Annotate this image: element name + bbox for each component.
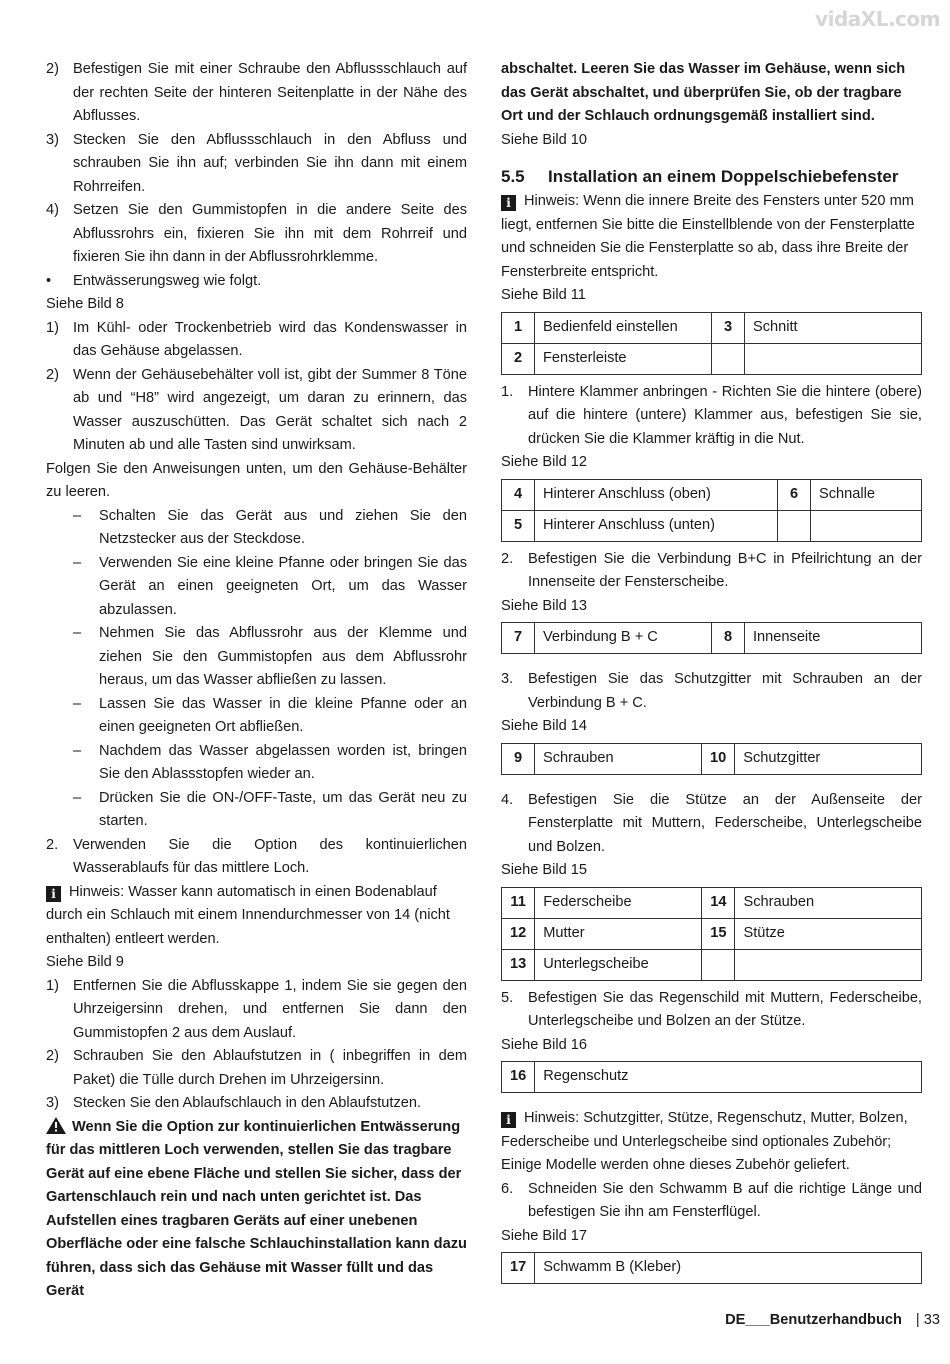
dash-item: – Schalten Sie das Gerät aus und ziehen Sie den Netzstecker aus der Steckdose. <box>73 507 467 547</box>
list-item: 1) Im Kühl- oder Trockenbetrieb wird das Kondenswasser in das Gehäuse abgelassen. <box>46 319 467 359</box>
list-item: 3) Stecken Sie den Ablaufschlauch in den Ablaufstutzen. <box>46 1095 422 1111</box>
info-icon: i <box>501 1112 516 1128</box>
figure-reference: Siehe Bild 8 <box>46 296 124 312</box>
step-item: 5. Befestigen Sie das Regenschild mit Muttern, Federscheibe, Unterlegscheibe und Bolzen an der Stütze. <box>501 989 922 1029</box>
note: i Hinweis: Wenn die innere Breite des Fensters unter 520 mm liegt, entfernen Sie bitte die Einstellblende von der Fensterplatte und schneiden Sie die Fensterplatte so ab, dass ihre Breite der Fensterbreite entspricht. <box>501 193 915 280</box>
figure-reference: Siehe Bild 12 <box>501 454 588 470</box>
list-item: 2) Wenn der Gehäusebehälter voll ist, gibt der Summer 8 Töne ab und “H8” wird angezeigt, um daran zu erinnern, das Wasser auszuschütten. Das Gerät schaltet sich nach 2 Minuten ab und alle Tasten sind unwirksam. <box>46 366 467 453</box>
table-row: 2 Fensterleiste <box>502 343 922 374</box>
note: i Hinweis: Wasser kann automatisch in einen Bodenablauf durch ein Schlauch mit einem Innendurchmesser von 14 (nicht enthalten) entleert werden. <box>46 883 450 947</box>
table-row: 4 Hinterer Anschluss (oben) 6 Schnalle <box>502 479 922 510</box>
list-item: 2. Verwenden Sie die Option des kontinuierlichen Wasserablaufs für das mittlere Loch. <box>46 836 467 876</box>
table-row: 7 Verbindung B + C 8 Innenseite <box>502 623 922 654</box>
list-item: 2) Befestigen Sie mit einer Schraube den Abflussschlauch auf der rechten Seite der hinteren Seitenplatte in der Nähe des Abflusses. <box>46 61 467 124</box>
step-item: 2. Befestigen Sie die Verbindung B+C in Pfeilrichtung an der Innenseite der Fensterscheibe. <box>501 550 922 590</box>
warning-continued: abschaltet. Leeren Sie das Wasser im Gehäuse, wenn sich das Gerät abschaltet, und überprüfen Sie, ob der tragbare Ort und der Schlauch ordnungsgemäß installiert sind. <box>501 61 906 124</box>
right-column <box>501 58 922 1290</box>
table-row: 16 Regenschutz <box>502 1062 922 1093</box>
step-item: 3. Befestigen Sie das Schutzgitter mit Schrauben an der Verbindung B + C. <box>501 671 922 711</box>
footer-separator: | <box>915 1312 920 1328</box>
table-row: 17 Schwamm B (Kleber) <box>502 1253 922 1284</box>
note: i Hinweis: Schutzgitter, Stütze, Regenschutz, Mutter, Bolzen, Federscheibe und Unterlegscheibe sind optionales Zubehör; Einige Modelle werden ohne dieses Zubehör geliefert. <box>501 1110 908 1173</box>
figure-reference: Siehe Bild 16 <box>501 1036 588 1053</box>
step-item: 1. Hintere Klammer anbringen - Richten Sie die hintere (obere) auf die hintere (untere) Klammer aus, befestigen Sie sie, drücken Sie die Klammer kräftig in die Nut. <box>501 383 922 447</box>
footer-label: DE___Benutzerhandbuch <box>725 1312 902 1328</box>
brand-logo: vidaXL.com <box>815 7 940 31</box>
warning: Wenn Sie die Option zur kontinuierlichen Entwässerung für das mittleren Loch verwenden, stellen Sie das tragbare Gerät auf eine ebene Fläche und stellen Sie sicher, dass der Gartenschlauch rein und nach unten gerichtet ist. Das Aufstellen eines tragbaren Geräts auf einer unebenen Oberfläche oder eine falsche Schlauchinstallation kann dazu führen, dass sich das Gehäuse mit Wasser füllt und das Gerät <box>46 1118 467 1299</box>
info-icon: i <box>501 195 516 211</box>
table-row: 11 Federscheibe 14 Schrauben <box>502 887 922 918</box>
table-row: 1 Bedienfeld einstellen 3 Schnitt <box>502 312 922 343</box>
list-item: 1) Entfernen Sie die Abflusskappe 1, indem Sie sie gegen den Uhrzeigersinn drehen, und entfernen Sie dann den Gummistopfen 2 aus dem Auslauf. <box>46 977 467 1041</box>
warning-icon <box>46 1117 66 1134</box>
parts-table <box>501 1061 922 1093</box>
dash-item: – Nehmen Sie das Abflussrohr aus der Klemme und ziehen Sie den Gummistopfen aus dem Abflussrohr heraus, um das Wasser abfließen zu lassen. <box>73 625 467 688</box>
figure-reference: Siehe Bild 11 <box>501 287 586 303</box>
figure-reference: Siehe Bild 17 <box>501 1227 588 1244</box>
section-heading: 5.5 Installation an einem Doppelschiebefenster <box>501 167 899 186</box>
parts-table <box>501 887 922 981</box>
page-number: 33 <box>923 1312 940 1328</box>
table-row: 12 Mutter 15 Stütze <box>502 918 922 949</box>
dash-item: – Drücken Sie die ON-/OFF-Taste, um das Gerät neu zu starten. <box>73 789 467 829</box>
left-column <box>46 58 467 1304</box>
figure-reference: Siehe Bild 13 <box>501 597 588 614</box>
dash-item: – Nachdem das Wasser abgelassen worden ist, bringen Sie den Ablassstopfen wieder an. <box>73 742 467 782</box>
dash-item: – Lassen Sie das Wasser in die kleine Pfanne oder an einen geeigneten Ort abfließen. <box>73 695 467 735</box>
paragraph: Folgen Sie den Anweisungen unten, um den Gehäuse-Behälter zu leeren. <box>46 460 467 500</box>
list-item: 2) Schrauben Sie den Ablaufstutzen in ( inbegriffen in dem Paket) die Tülle durch Drehen im Uhrzeigersinn. <box>46 1048 467 1088</box>
figure-reference: Siehe Bild 15 <box>501 862 588 878</box>
table-row: 5 Hinterer Anschluss (unten) <box>502 510 922 541</box>
list-item: 4) Setzen Sie den Gummistopfen in die andere Seite des Abflussrohrs ein, fixieren Sie ihn mit dem Rohrreif und fixieren Sie ihn dann in der Abflussrohrklemme. <box>46 202 467 265</box>
figure-reference: Siehe Bild 10 <box>501 131 588 148</box>
parts-table <box>501 479 922 542</box>
table-row: 9 Schrauben 10 Schutzgitter <box>502 743 922 774</box>
parts-table <box>501 1252 922 1284</box>
bullet-item: • Entwässerungsweg wie folgt. <box>46 272 262 289</box>
parts-table <box>501 312 922 375</box>
step-item: 6. Schneiden Sie den Schwamm B auf die richtige Länge und befestigen Sie ihn am Fensterflügel. <box>501 1180 922 1220</box>
parts-table <box>501 622 922 654</box>
figure-reference: Siehe Bild 9 <box>46 954 124 970</box>
figure-reference: Siehe Bild 14 <box>501 718 588 734</box>
table-row: 13 Unterlegscheibe <box>502 949 922 980</box>
page-footer <box>725 1309 940 1333</box>
dash-item: – Verwenden Sie eine kleine Pfanne oder bringen Sie das Gerät an einen geeigneten Ort, um das Wasser abzulassen. <box>73 554 467 618</box>
info-icon: i <box>46 886 61 902</box>
step-item: 4. Befestigen Sie die Stütze an der Außenseite der Fensterplatte mit Muttern, Federscheibe, Unterlegscheibe und Bolzen. <box>501 791 922 855</box>
list-item: 3) Stecken Sie den Abflussschlauch in den Abfluss und schrauben Sie ihn auf; verbinden Sie ihn dann mit einem Rohrreifen. <box>46 131 467 195</box>
parts-table <box>501 743 922 775</box>
